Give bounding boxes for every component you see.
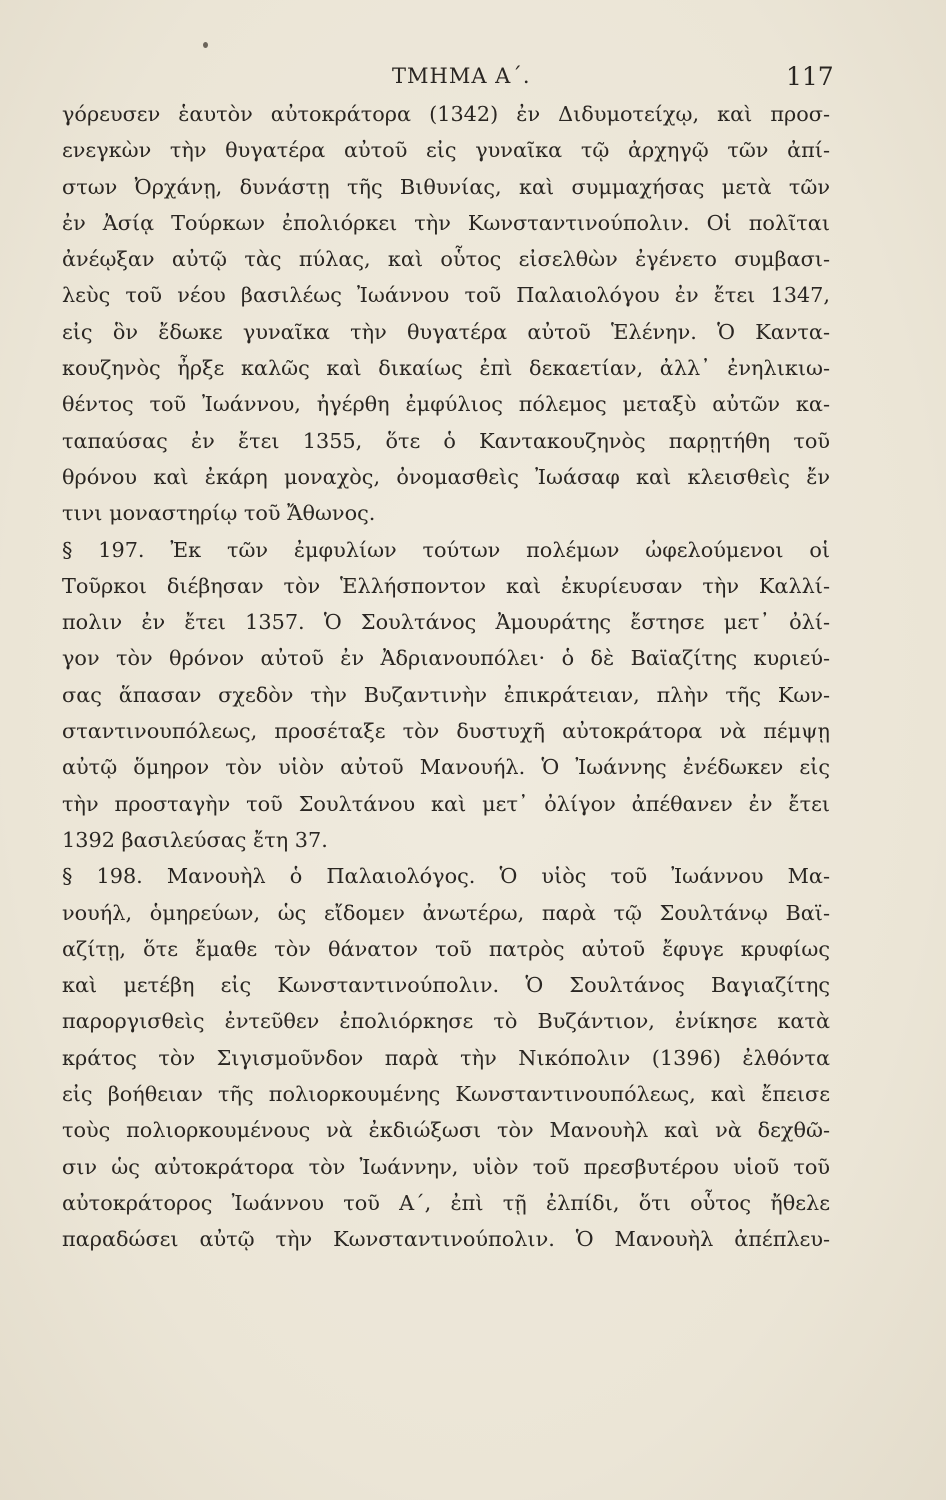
text-line: τὴν προσταγὴν τοῦ Σουλτάνου καὶ μετ᾽ ὀλίγον ἀπέθανεν ἐν ἔτει xyxy=(62,791,830,816)
text-line: εἰς ὃν ἔδωκε γυναῖκα τὴν θυγατέρα αὐτοῦ Ἑλένην. Ὁ Καντα- xyxy=(62,319,830,344)
text-line: σας ἅπασαν σχεδὸν τὴν Βυζαντινὴν ἐπικράτειαν, πλὴν τῆς Κων- xyxy=(62,682,830,707)
text-line: κουζηνὸς ἦρξε καλῶς καὶ δικαίως ἐπὶ δεκαετίαν, ἀλλ᾽ ἐνηλικιω- xyxy=(62,356,830,381)
text-line: νουήλ, ὁμηρεύων, ὡς εἴδομεν ἀνωτέρω, παρὰ τῷ Σουλτάνῳ Βαϊ- xyxy=(62,900,830,925)
text-line: ἐν Ἀσίᾳ Τούρκων ἐπολιόρκει τὴν Κωνσταντινούπολιν. Οἱ πολῖται xyxy=(62,210,830,235)
text-line: καὶ μετέβη εἰς Κωνσταντινούπολιν. Ὁ Σουλτάνος Βαγιαζίτης xyxy=(62,973,830,998)
text-line: θέντος τοῦ Ἰωάννου, ἠγέρθη ἐμφύλιος πόλεμος μεταξὺ αὐτῶν κα- xyxy=(62,392,830,417)
text-line: 1392 βασιλεύσας ἔτη 37. xyxy=(62,827,328,852)
text-line: ἀνέῳξαν αὐτῷ τὰς πύλας, καὶ οὗτος εἰσελθὼν ἐγένετο συμβασι- xyxy=(62,247,830,272)
ink-speck xyxy=(203,42,208,48)
text-line: παροργισθεὶς ἐντεῦθεν ἐπολιόρκησε τὸ Βυζάντιον, ἐνίκησε κατὰ xyxy=(62,1009,830,1034)
text-line: σταντινουπόλεως, προσέταξε τὸν δυστυχῆ αὐτοκράτορα νὰ πέμψῃ xyxy=(62,719,830,744)
text-line: γόρευσεν ἑαυτὸν αὐτοκράτορα (1342) ἐν Διδυμοτείχῳ, καὶ προσ- xyxy=(62,102,830,126)
text-line: λεὺς τοῦ νέου βασιλέως Ἰωάννου τοῦ Παλαιολόγου ἐν ἔτει 1347, xyxy=(62,283,830,308)
text-line: θρόνου καὶ ἐκάρη μοναχὸς, ὀνομασθεὶς Ἰωάσαφ καὶ κλεισθεὶς ἔν xyxy=(62,464,830,489)
text-line: πολιν ἐν ἔτει 1357. Ὁ Σουλτάνος Ἀμουράτης ἔστησε μετ᾽ ὀλί- xyxy=(62,610,830,635)
text-line: κράτος τὸν Σιγισμοῦνδον παρὰ τὴν Νικόπολιν (1396) ἐλθόντα xyxy=(62,1045,830,1070)
text-line: εἰς βοήθειαν τῆς πολιορκουμένης Κωνσταντινουπόλεως, καὶ ἔπεισε xyxy=(62,1082,830,1107)
text-line: § 197. Ἐκ τῶν ἐμφυλίων τούτων πολέμων ὠφελούμενοι οἱ xyxy=(62,537,830,562)
text-line: § 198. Μανουὴλ ὁ Παλαιολόγος. Ὁ υἱὸς τοῦ Ἰωάννου Μα- xyxy=(62,864,830,889)
running-title: ΤΜΗΜΑ Α΄. xyxy=(392,64,531,88)
text-line: τινι μοναστηρίῳ τοῦ Ἄθωνος. xyxy=(62,501,376,526)
page-header xyxy=(0,64,946,94)
text-line: Τοῦρκοι διέβησαν τὸν Ἑλλήσποντον καὶ ἐκυρίευσαν τὴν Καλλί- xyxy=(62,573,830,598)
text-line: παραδώσει αὐτῷ τὴν Κωνσταντινούπολιν. Ὁ Μανουὴλ ἀπέπλευ- xyxy=(62,1227,830,1252)
text-line: αζίτῃ, ὅτε ἔμαθε τὸν θάνατον τοῦ πατρὸς αὐτοῦ ἔφυγε κρυφίως xyxy=(62,936,830,961)
text-line: αὐτοκράτορος Ἰωάννου τοῦ Α΄, ἐπὶ τῇ ἐλπίδι, ὅτι οὗτος ἤθελε xyxy=(62,1190,830,1215)
text-line: αὐτῷ ὅμηρον τὸν υἱὸν αὐτοῦ Μανουήλ. Ὁ Ἰωάννης ἐνέδωκεν εἰς xyxy=(62,755,830,780)
text-line: στων Ὀρχάνῃ, δυνάστῃ τῆς Βιθυνίας, καὶ συμμαχήσας μετὰ τῶν xyxy=(62,174,830,199)
page-number: 117 xyxy=(786,62,834,91)
text-line: ενεγκὼν τὴν θυγατέρα αὐτοῦ εἰς γυναῖκα τῷ ἀρχηγῷ τῶν ἀπί- xyxy=(62,138,830,163)
text-line: ταπαύσας ἐν ἔτει 1355, ὅτε ὁ Καντακουζηνὸς παρῃτήθη τοῦ xyxy=(62,428,830,453)
text-line: σιν ὡς αὐτοκράτορα τὸν Ἰωάννην, υἱὸν τοῦ πρεσβυτέρου υἱοῦ τοῦ xyxy=(62,1154,830,1179)
text-line: τοὺς πολιορκουμένους νὰ ἐκδιώξωσι τὸν Μανουὴλ καὶ νὰ δεχθῶ- xyxy=(62,1118,830,1143)
body-text xyxy=(62,96,830,1258)
text-line: γον τὸν θρόνον αὐτοῦ ἐν Ἀδριανουπόλει· ὁ δὲ Βαϊαζίτης κυριεύ- xyxy=(62,646,830,671)
